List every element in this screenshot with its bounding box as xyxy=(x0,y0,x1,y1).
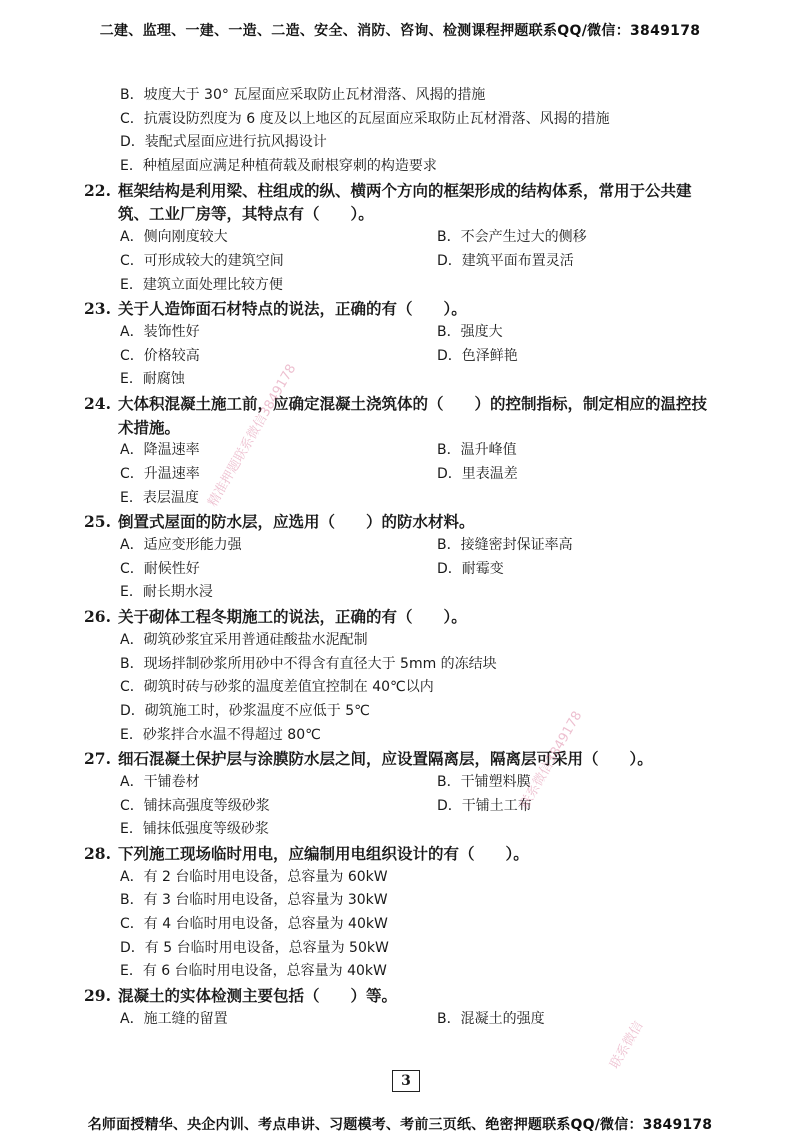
question-text: 下列施工现场临时用电，应编制用电组织设计的有（ ）。 xyxy=(118,844,529,863)
option-text: A．装饰性好 xyxy=(120,323,200,340)
question-text: 筑、工业厂房等，其特点有（ ）。 xyxy=(118,204,374,224)
option-text: B．现场拌制砂浆所用砂中不得含有直径大于 5mm 的冻结块 xyxy=(120,655,497,672)
option-row xyxy=(0,818,800,842)
option-row xyxy=(0,439,800,463)
question-text: 大体积混凝土施工前，应确定混凝土浇筑体的（ ）的控制指标，制定相应的温控技 xyxy=(118,393,708,413)
question-text: 框架结构是利用梁、柱组成的纵、横两个方向的框架形成的结构体系，常用于公共建 xyxy=(118,180,692,200)
option-row xyxy=(0,463,800,487)
option-text: A．侧向刚度较大 xyxy=(120,229,228,246)
option-row xyxy=(0,937,800,961)
option-text: C．升温速率 xyxy=(120,466,200,482)
option-text: D．装配式屋面应进行抗风揭设计 xyxy=(120,134,327,151)
page-footer: 名师面授精华、央企内训、考点串讲、习题模考、考前三页纸、绝密押题联系QQ/微信：3849178 xyxy=(87,1117,713,1133)
option-row xyxy=(0,226,800,250)
option-text: D．里表温差 xyxy=(437,466,518,482)
option-row xyxy=(0,866,800,890)
option-text: E．表层温度 xyxy=(120,489,199,506)
option-text: D．色泽鲜艳 xyxy=(437,347,518,364)
option-text: B．温升峰值 xyxy=(437,442,517,459)
question-number: 25. xyxy=(84,512,111,532)
option-text: D．干铺土工布 xyxy=(437,797,532,814)
option-text: C．耐候性好 xyxy=(120,560,200,577)
option-row xyxy=(0,345,800,369)
option-row xyxy=(0,368,800,392)
option-text: C．砌筑时砖与砂浆的温度差值宜控制在 40℃以内 xyxy=(120,679,434,696)
option-row xyxy=(0,960,800,984)
option-row xyxy=(0,558,800,582)
option-text: C．价格较高 xyxy=(120,347,200,364)
option-text: A．砌筑砂浆宜采用普通硅酸盐水泥配制 xyxy=(120,631,368,648)
option-text: A．施工缝的留置 xyxy=(120,1010,228,1027)
option-text: C．铺抹高强度等级砂浆 xyxy=(120,797,270,814)
question-number: 22. xyxy=(84,180,111,200)
option-text: B．不会产生过大的侧移 xyxy=(437,229,587,246)
option-row xyxy=(0,321,800,345)
question-content xyxy=(0,84,800,1032)
option-row xyxy=(0,653,800,677)
option-row xyxy=(0,155,800,179)
option-text: C．抗震设防烈度为 6 度及以上地区的瓦屋面应采取防止瓦材滑落、风揭的措施 xyxy=(120,110,610,127)
option-row xyxy=(0,581,800,605)
question-stem-continued xyxy=(0,202,800,226)
option-text: C．可形成较大的建筑空间 xyxy=(120,252,284,269)
option-text: E．耐长期水浸 xyxy=(120,584,213,601)
option-text: D．砌筑施工时，砂浆温度不应低于 5℃ xyxy=(120,702,370,719)
question-stem xyxy=(0,605,800,629)
question-number: 28. xyxy=(84,844,111,863)
question-stem xyxy=(0,747,800,771)
page-number: 3 xyxy=(392,1070,420,1092)
question-number: 23. xyxy=(84,299,111,319)
option-text: B．接缝密封保证率高 xyxy=(437,537,573,554)
question-stem xyxy=(0,392,800,416)
option-text: A．干铺卷材 xyxy=(120,773,200,790)
option-text: D．耐霉变 xyxy=(437,560,504,577)
question-text: 细石混凝土保护层与涂膜防水层之间，应设置隔离层，隔离层可采用（ ）。 xyxy=(118,749,653,769)
question-number: 27. xyxy=(84,749,111,769)
option-text: E．有 6 台临时用电设备，总容量为 40kW xyxy=(120,963,387,980)
option-text: B．干铺塑料膜 xyxy=(437,773,531,790)
option-text: B．强度大 xyxy=(437,323,503,340)
option-text: B．有 3 台临时用电设备，总容量为 30kW xyxy=(120,892,388,909)
option-text: D．有 5 台临时用电设备，总容量为 50kW xyxy=(120,939,389,956)
question-number: 24. xyxy=(84,393,111,413)
watermark: 精准押题联系微信3849178 xyxy=(205,361,300,510)
option-text: E．耐腐蚀 xyxy=(120,371,185,388)
option-text: D．建筑平面布置灵活 xyxy=(437,252,574,269)
question-stem xyxy=(0,297,800,321)
option-text: E．铺抹低强度等级砂浆 xyxy=(120,821,269,838)
question-stem-continued xyxy=(0,416,800,440)
question-text: 关于人造饰面石材特点的说法，正确的有（ ）。 xyxy=(118,299,467,319)
question-number: 29. xyxy=(84,986,111,1006)
question-number: 26. xyxy=(84,607,111,627)
watermark: 联系微信3849178 xyxy=(517,708,586,812)
option-row xyxy=(0,487,800,511)
question-stem xyxy=(0,842,800,866)
question-text: 倒置式屋面的防水层，应选用（ ）的防水材料。 xyxy=(118,512,475,532)
option-row xyxy=(0,1008,800,1032)
question-stem xyxy=(0,510,800,534)
option-row xyxy=(0,131,800,155)
option-row xyxy=(0,108,800,132)
option-row xyxy=(0,913,800,937)
question-stem xyxy=(0,179,800,203)
option-row xyxy=(0,700,800,724)
option-row xyxy=(0,676,800,700)
question-text: 混凝土的实体检测主要包括（ ）等。 xyxy=(118,986,398,1006)
option-row xyxy=(0,724,800,748)
question-text: 术措施。 xyxy=(118,417,181,437)
option-row xyxy=(0,889,800,913)
question-stem xyxy=(0,984,800,1008)
option-text: B．混凝土的强度 xyxy=(437,1010,545,1027)
option-row xyxy=(0,795,800,819)
option-text: A．适应变形能力强 xyxy=(120,537,242,554)
option-text: E．种植屋面应满足种植荷载及耐根穿刺的构造要求 xyxy=(120,158,437,175)
watermark: 联系微信 xyxy=(607,1018,647,1072)
option-text: A．有 2 台临时用电设备，总容量为 60kW xyxy=(120,868,388,885)
option-text: E．建筑立面处理比较方便 xyxy=(120,276,283,293)
option-row xyxy=(0,84,800,108)
option-row xyxy=(0,629,800,653)
option-row xyxy=(0,534,800,558)
option-text: B．坡度大于 30° 瓦屋面应采取防止瓦材滑落、风揭的措施 xyxy=(120,87,486,103)
option-row xyxy=(0,274,800,298)
option-text: C．有 4 台临时用电设备，总容量为 40kW xyxy=(120,916,388,933)
question-text: 关于砌体工程冬期施工的说法，正确的有（ ）。 xyxy=(118,607,467,627)
option-row xyxy=(0,771,800,795)
option-row xyxy=(0,250,800,274)
page-header: 二建、监理、一建、一造、二造、安全、消防、咨询、检测课程押题联系QQ/微信：3849178 xyxy=(99,23,701,39)
option-text: E．砂浆拌合水温不得超过 80℃ xyxy=(120,726,321,743)
option-text: A．降温速率 xyxy=(120,442,200,459)
